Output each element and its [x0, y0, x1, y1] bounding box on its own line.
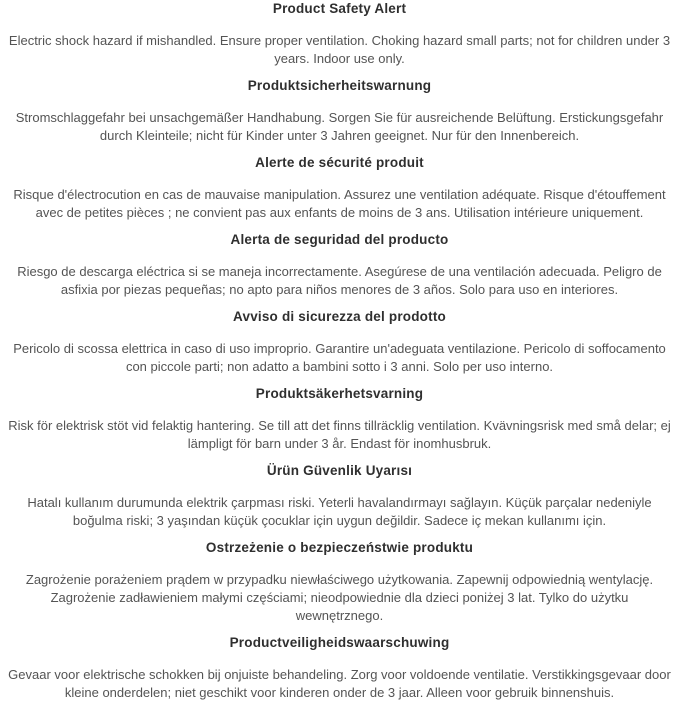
safety-alert-heading: Alerte de sécurité produit: [255, 155, 424, 170]
safety-alert-body: Gevaar voor elektrische schokken bij onjuiste behandeling. Zorg voor voldoende ventilatie. Verstikkingsgevaar door kleine onderdelen; niet geschikt voor kinderen onder de 3 jaar. Alleen voor gebruik binnenshuis.: [8, 667, 671, 700]
safety-alert-section: [6, 463, 673, 530]
safety-alert-heading: Ostrzeżenie o bezpieczeństwie produktu: [205, 540, 474, 555]
safety-alert-section: [6, 309, 673, 376]
safety-alert-heading: Product Safety Alert: [272, 1, 407, 16]
safety-alert-section: [6, 540, 673, 625]
safety-alert-body: Hatalı kullanım durumunda elektrik çarpması riski. Yeterli havalandırmayı sağlayın. Küçük parçalar nedeniyle boğulma riski; 3 yaşından küçük çocuklar için uygun değildir. Sadece iç mekan kullanımı için.: [27, 495, 652, 528]
safety-alert-section: [6, 635, 673, 702]
safety-alert-body: Risque d'électrocution en cas de mauvaise manipulation. Assurez une ventilation adéquate. Risque d'étouffement avec de petites pièces ; ne convient pas aux enfants de moins de 3 ans. Utilisation intérieure uniquement.: [13, 187, 666, 220]
safety-alert-section: [6, 386, 673, 453]
safety-alert-heading: Avviso di sicurezza del prodotto: [233, 309, 446, 324]
safety-alert-heading: Ürün Güvenlik Uyarısı: [266, 463, 413, 478]
safety-alert-section: [6, 155, 673, 222]
safety-alert-body: Risk för elektrisk stöt vid felaktig hantering. Se till att det finns tillräcklig ventilation. Kvävningsrisk med små delar; ej lämpligt för barn under 3 år. Endast för inomhusbruk.: [8, 418, 671, 451]
safety-alert-body: Zagrożenie porażeniem prądem w przypadku niewłaściwego użytkowania. Zapewnij odpowiednią wentylację. Zagrożenie zadławieniem małymi częściami; nieodpowiednie dla dzieci poniżej 3 lat. Tylko do użytku wewnętrznego.: [25, 572, 654, 623]
safety-alert-body: Pericolo di scossa elettrica in caso di uso improprio. Garantire un'adeguata ventilazione. Pericolo di soffocamento con piccole parti; non adatto a bambini sotto i 3 anni. Solo per uso interno.: [13, 341, 666, 374]
safety-alert-body: Riesgo de descarga eléctrica si se maneja incorrectamente. Asegúrese de una ventilación adecuada. Peligro de asfixia por piezas pequeñas; no apto para niños menores de 3 años. Solo para uso en interiores.: [17, 264, 662, 297]
safety-alert-heading: Alerta de seguridad del producto: [230, 232, 449, 247]
safety-alert-heading: Produktsäkerhetsvarning: [255, 386, 424, 401]
safety-alert-heading: Produktsicherheitswarnung: [247, 78, 432, 93]
safety-alert-section: [6, 1, 673, 68]
safety-alert-heading: Productveiligheidswaarschuwing: [229, 635, 450, 650]
safety-alert-section: [6, 232, 673, 299]
safety-alert-section: [6, 78, 673, 145]
safety-alert-body: Electric shock hazard if mishandled. Ensure proper ventilation. Choking hazard small parts; not for children under 3 years. Indoor use only.: [8, 33, 671, 66]
safety-alert-body: Stromschlaggefahr bei unsachgemäßer Handhabung. Sorgen Sie für ausreichende Belüftung. Erstickungsgefahr durch Kleinteile; nicht für Kinder unter 3 Jahren geeignet. Nur für den Innenbereich.: [15, 110, 664, 143]
